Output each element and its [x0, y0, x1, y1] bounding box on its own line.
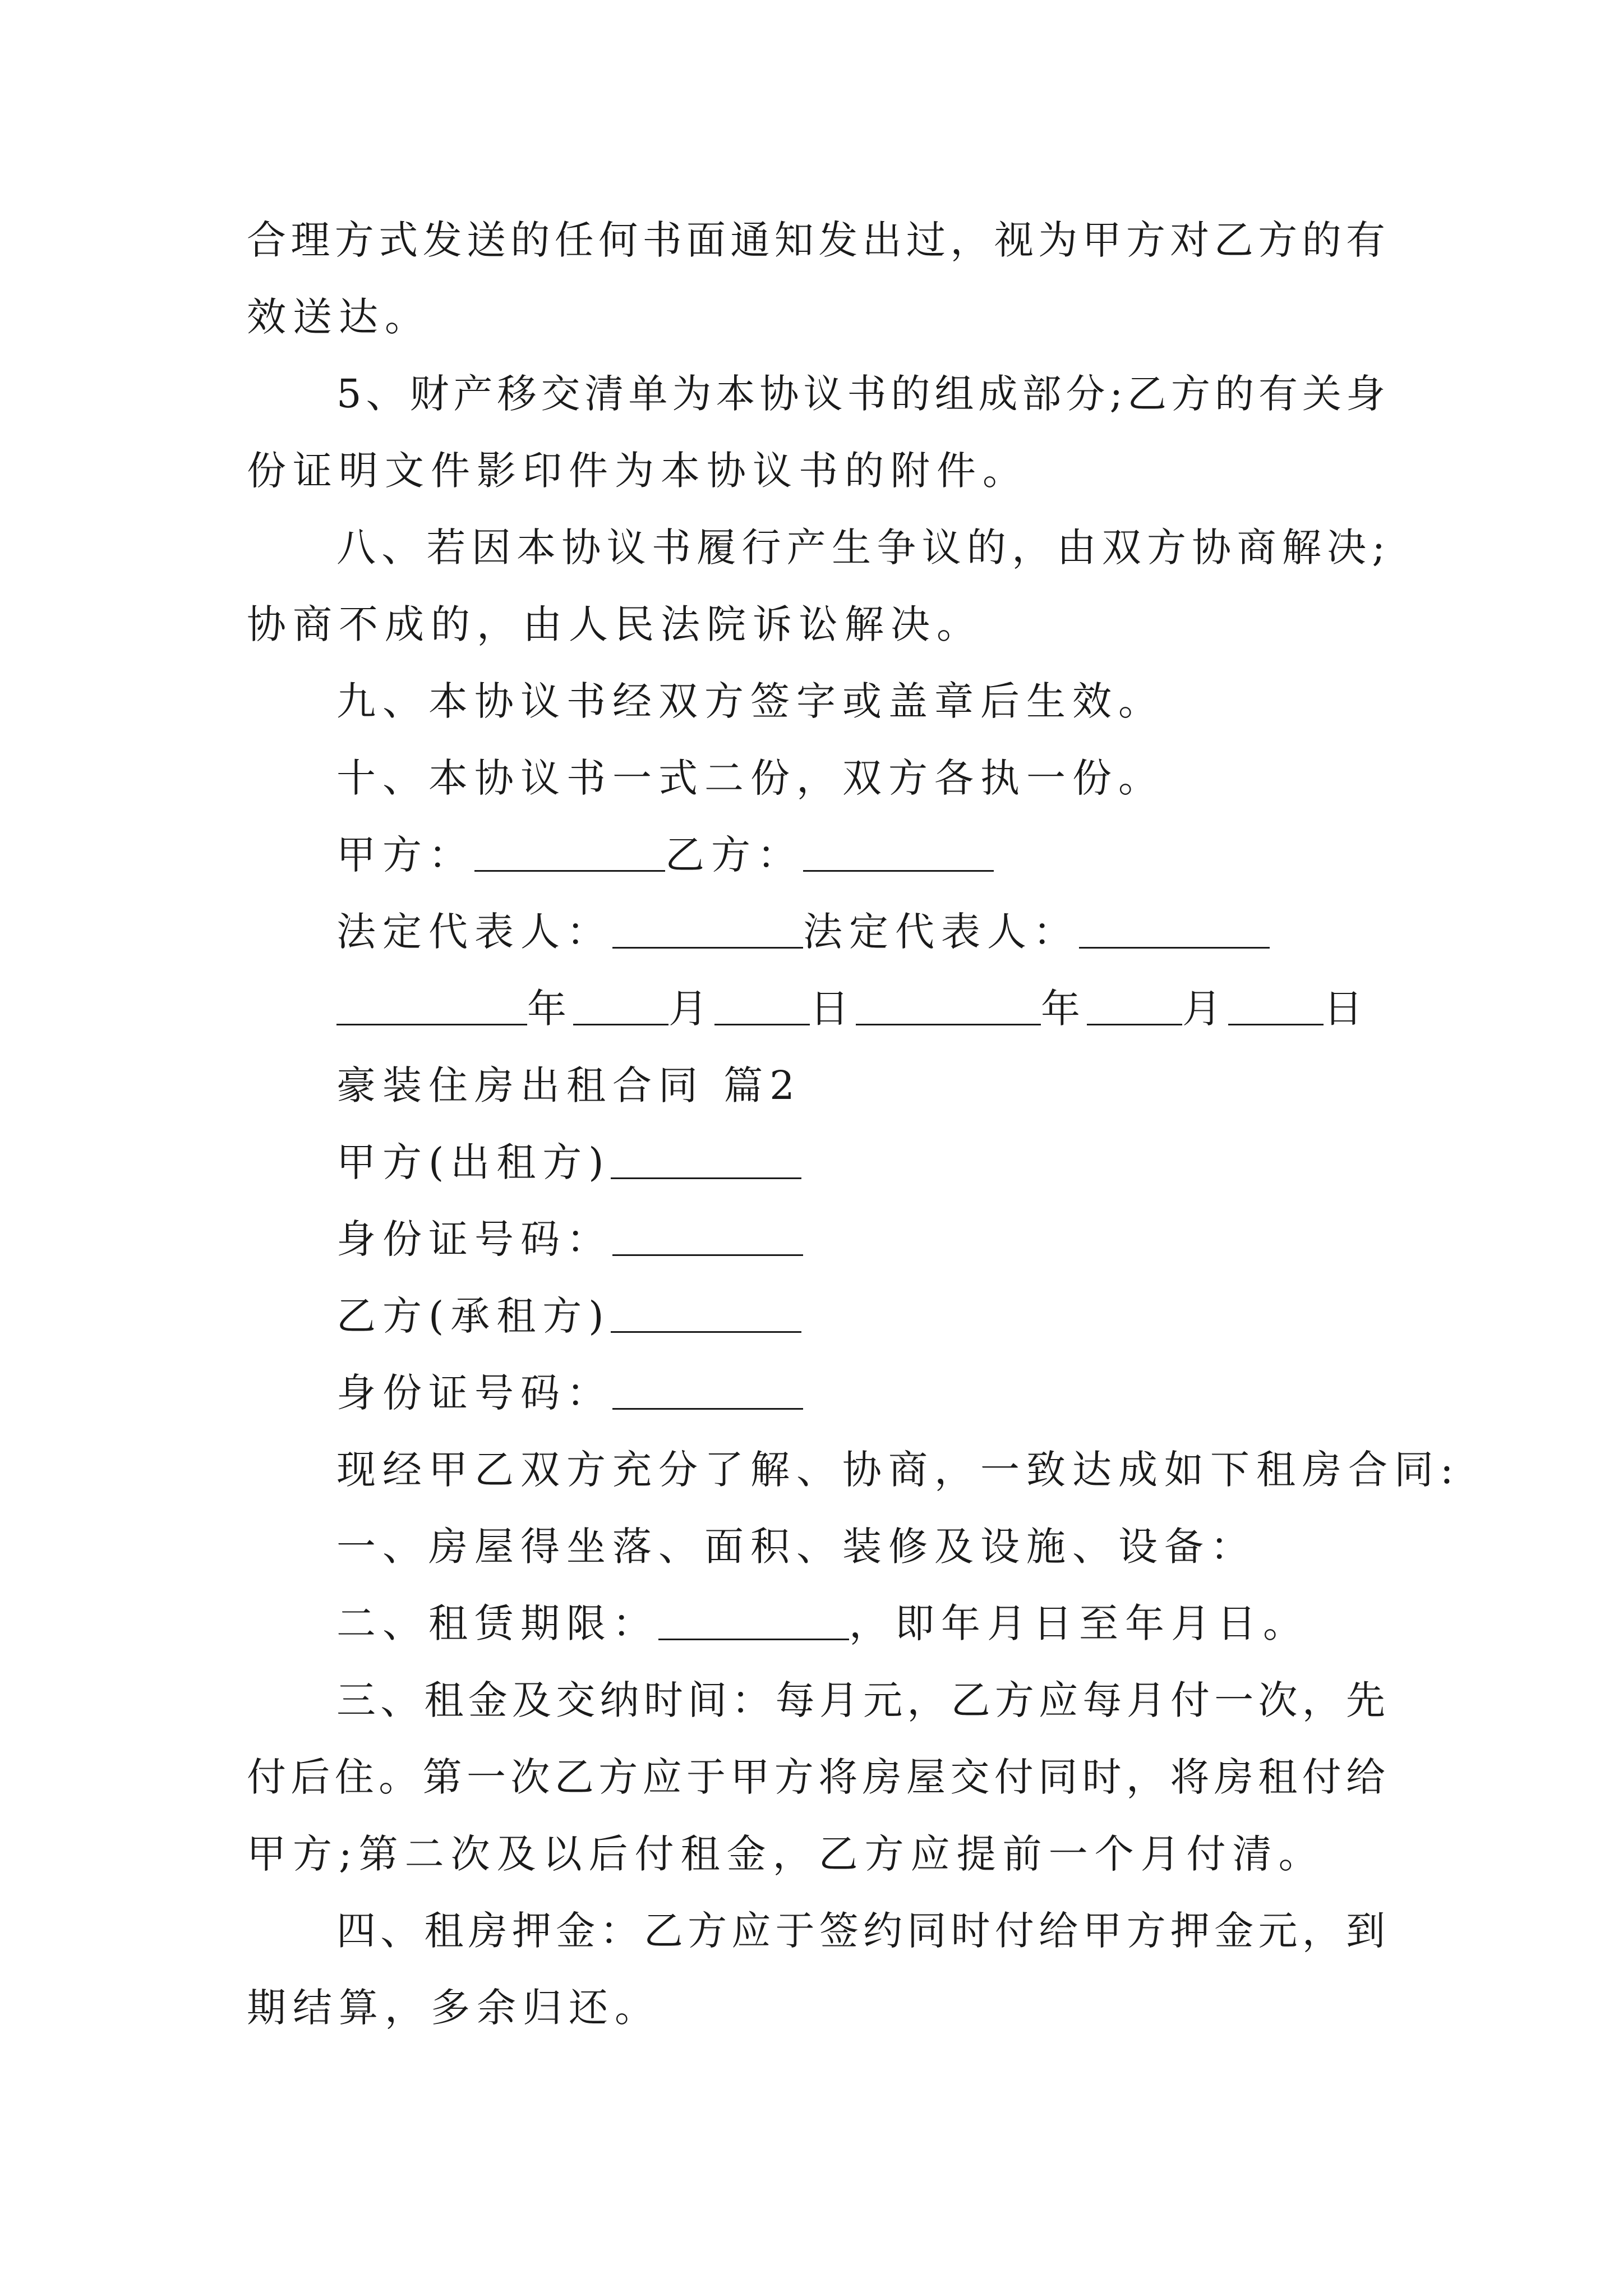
- lease-term-blank: [658, 1605, 849, 1640]
- text-line: 三、租金及交纳时间：每月元，乙方应每月付一次，先: [336, 1677, 1385, 1723]
- rep-a-label: 法定代表人：: [336, 909, 612, 955]
- document-page: [247, 202, 1460, 2046]
- month-b-blank: [1087, 990, 1182, 1025]
- lessor-line: [247, 1124, 1385, 1201]
- text-line: 期结算，多余归还。: [247, 1985, 661, 2031]
- id-blank: [612, 1221, 803, 1256]
- text-line: 协商不成的，由人民法院诉讼解决。: [247, 601, 983, 647]
- lessee-blank: [611, 1297, 801, 1333]
- lessee-line: [247, 1278, 1385, 1355]
- text-line: 份证明文件影印件为本协议书的附件。: [247, 448, 1029, 494]
- id-line: [247, 1355, 1385, 1432]
- rep-a-blank: [612, 913, 803, 949]
- id-line: [247, 1201, 1385, 1278]
- year-label: 年: [1041, 986, 1087, 1032]
- text-line: 十、本协议书一式二份，双方各执一份。: [336, 755, 1164, 801]
- rep-b-label: 法定代表人：: [803, 909, 1079, 955]
- text-line: 九、本协议书经双方签字或盖章后生效。: [336, 678, 1164, 724]
- id-blank: [612, 1374, 803, 1410]
- month-label: 月: [668, 986, 714, 1032]
- day-label: 日: [1324, 986, 1370, 1032]
- id-label: 身份证号码：: [336, 1370, 612, 1416]
- representative-line: [247, 894, 1385, 970]
- year-label: 年: [527, 986, 573, 1032]
- id-label: 身份证号码：: [336, 1216, 612, 1262]
- lessor-label: 甲方(出租方): [336, 1139, 611, 1185]
- text-line: 效送达。: [247, 294, 431, 340]
- year-a-blank: [336, 990, 527, 1025]
- year-b-blank: [856, 990, 1041, 1025]
- text-line: 5、财产移交清单为本协议书的组成部分;乙方的有关身: [336, 371, 1385, 417]
- lease-term-suffix: ，即年月日至年月日。: [849, 1600, 1309, 1646]
- section-title: 豪装住房出租合同 篇2: [336, 1062, 801, 1108]
- lessee-label: 乙方(承租方): [336, 1293, 611, 1339]
- text-line: 四、租房押金：乙方应于签约同时付给甲方押金元，到: [336, 1908, 1385, 1954]
- text-line: 付后住。第一次乙方应于甲方将房屋交付同时，将房租付给: [247, 1754, 1385, 1800]
- day-b-blank: [1228, 990, 1324, 1025]
- party-b-blank: [803, 836, 994, 872]
- party-a-blank: [474, 836, 665, 872]
- lessor-blank: [611, 1144, 801, 1179]
- party-a-label: 甲方：: [336, 832, 474, 878]
- party-b-label: 乙方：: [665, 832, 803, 878]
- day-a-blank: [714, 990, 810, 1025]
- month-a-blank: [573, 990, 668, 1025]
- lease-term-label: 二、租赁期限：: [336, 1600, 658, 1646]
- month-label: 月: [1182, 986, 1228, 1032]
- party-signature-line: [247, 817, 1385, 894]
- text-line: 现经甲乙双方充分了解、协商，一致达成如下租房合同:: [336, 1447, 1460, 1493]
- text-line: 八、若因本协议书履行产生争议的，由双方协商解决;: [336, 524, 1385, 570]
- lease-term-line: [247, 1585, 1385, 1662]
- text-line: 合理方式发送的任何书面通知发出过，视为甲方对乙方的有: [247, 217, 1385, 263]
- text-line: 甲方;第二次及以后付租金，乙方应提前一个月付清。: [247, 1831, 1325, 1877]
- date-line: [247, 970, 1385, 1047]
- text-line: 一、房屋得坐落、面积、装修及设施、设备：: [336, 1524, 1256, 1570]
- rep-b-blank: [1079, 913, 1270, 949]
- day-label: 日: [810, 986, 856, 1032]
